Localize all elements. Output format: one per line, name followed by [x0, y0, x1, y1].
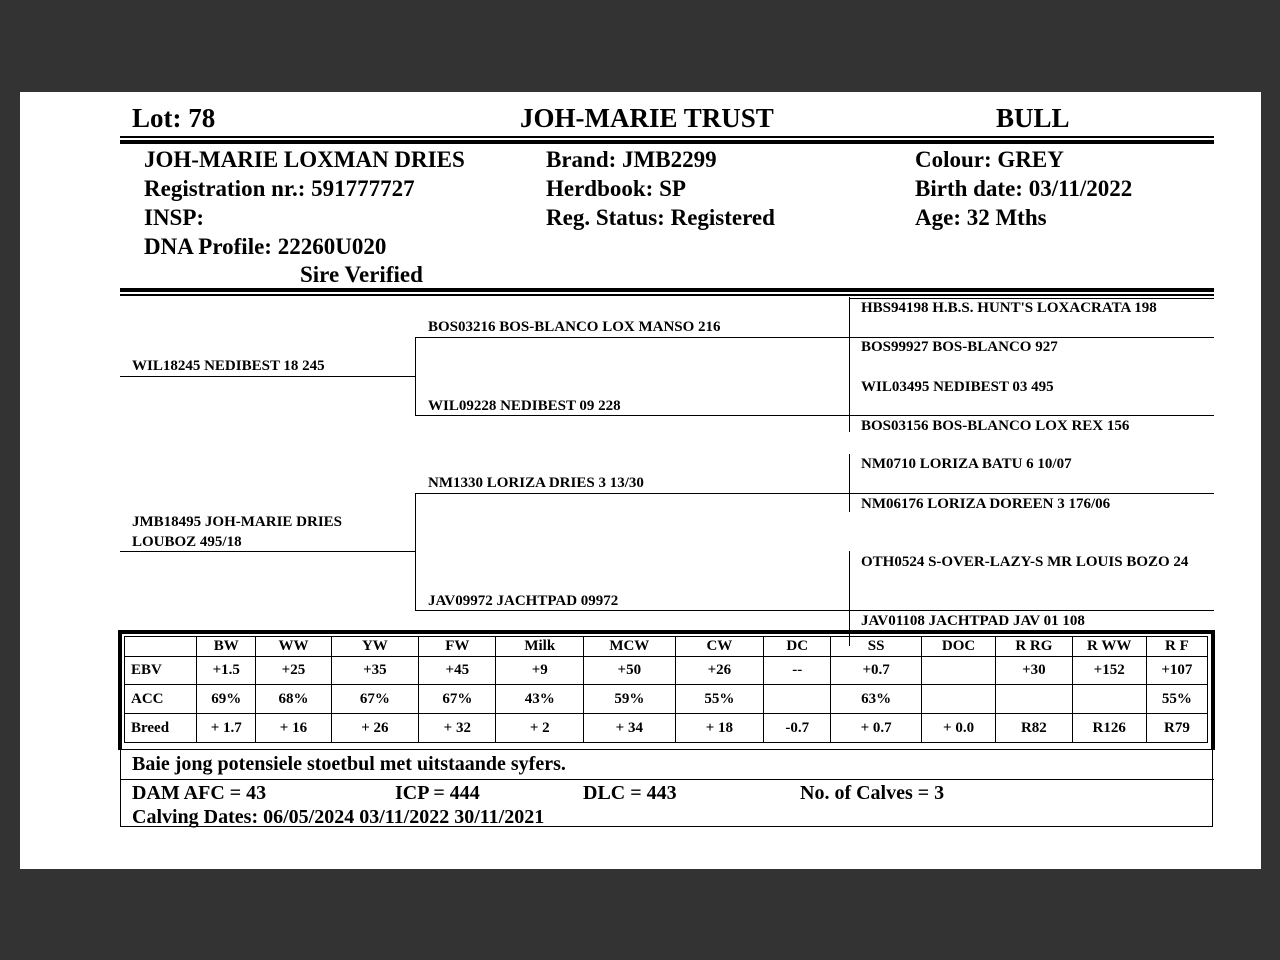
breed-cell: R79 — [1146, 714, 1207, 743]
ebv-cell: +35 — [331, 657, 419, 685]
calving-dates: Calving Dates: 06/05/2024 03/11/2022 30/11/2021 — [132, 806, 545, 828]
acc-cell: 68% — [256, 685, 331, 714]
breed-cell: -0.7 — [764, 714, 831, 743]
ebv-header-cell: MCW — [584, 637, 676, 657]
pedigree-line — [415, 337, 416, 416]
pedigree-line — [415, 493, 850, 494]
breed-cell: + 16 — [256, 714, 331, 743]
ebv-header-cell: YW — [331, 637, 419, 657]
breed-cell: + 0.0 — [921, 714, 995, 743]
pedigree-ggp-6: NM06176 LORIZA DOREEN 3 176/06 — [861, 496, 1111, 512]
pedigree-ggp-5: NM0710 LORIZA BATU 6 10/07 — [861, 456, 1072, 472]
breed-cell: + 26 — [331, 714, 419, 743]
ebv-header-cell: R RG — [996, 637, 1072, 657]
pedigree-ggp-2: BOS99927 BOS-BLANCO 927 — [861, 339, 1058, 355]
ebv-cell: +152 — [1072, 657, 1146, 685]
ebv-cell: -- — [764, 657, 831, 685]
animal-sex: BULL — [996, 103, 1070, 133]
breed-cell: + 0.7 — [831, 714, 922, 743]
ebv-table-border-left — [118, 630, 122, 750]
breed-cell: + 32 — [419, 714, 496, 743]
birth-date: Birth date: 03/11/2022 — [915, 176, 1133, 201]
insp-label: INSP: — [144, 205, 205, 230]
acc-row — [125, 685, 1208, 714]
pedigree-line — [849, 375, 850, 432]
ebv-header-cell: CW — [675, 637, 764, 657]
pedigree-dam: JMB18495 JOH-MARIE DRIES LOUBOZ 495/18 — [132, 514, 343, 550]
acc-cell — [1072, 685, 1146, 714]
colour: Colour: GREY — [915, 147, 1064, 172]
pedigree-ggp-4: BOS03156 BOS-BLANCO LOX REX 156 — [861, 418, 1130, 434]
ebv-header-cell: R WW — [1072, 637, 1146, 657]
header-rule-top — [120, 136, 1214, 138]
herdbook: Herdbook: SP — [546, 176, 686, 201]
ebv-cell: +30 — [996, 657, 1072, 685]
acc-row-label: ACC — [125, 685, 197, 714]
pedigree-ggp-8: JAV01108 JACHTPAD JAV 01 108 — [861, 613, 1085, 629]
breed-cell: + 18 — [675, 714, 764, 743]
ebv-cell: +50 — [584, 657, 676, 685]
ebv-header-cell: FW — [419, 637, 496, 657]
pedigree-sire-sire: BOS03216 BOS-BLANCO LOX MANSO 216 — [428, 319, 721, 335]
pedigree-ggp-3: WIL03495 NEDIBEST 03 495 — [861, 379, 1054, 395]
brand: Brand: JMB2299 — [546, 147, 717, 172]
ebv-row — [125, 657, 1208, 685]
ebv-header-cell: Milk — [496, 637, 584, 657]
acc-cell: 69% — [197, 685, 256, 714]
animal-name: JOH-MARIE LOXMAN DRIES — [144, 147, 465, 172]
ebv-header-cell: R F — [1146, 637, 1207, 657]
ebv-row-label: EBV — [125, 657, 197, 685]
pedigree-line — [849, 297, 850, 379]
ebv-cell: +45 — [419, 657, 496, 685]
pedigree-ggp-7: OTH0524 S-OVER-LAZY-S MR LOUIS BOZO 24 — [861, 554, 1189, 570]
ebv-cell — [921, 657, 995, 685]
ebv-cell: +25 — [256, 657, 331, 685]
number-of-calves: No. of Calves = 3 — [800, 782, 945, 804]
catalogue-sheet — [20, 92, 1261, 869]
breed-row-label: Breed — [125, 714, 197, 743]
ebv-table — [124, 636, 1208, 743]
ebv-header-cell: DC — [764, 637, 831, 657]
pedigree-line — [415, 337, 850, 338]
remarks-divider — [120, 779, 1214, 780]
ebv-header-cell: WW — [256, 637, 331, 657]
pedigree-line — [849, 454, 850, 512]
acc-cell — [764, 685, 831, 714]
acc-cell: 43% — [496, 685, 584, 714]
pedigree-sire: WIL18245 NEDIBEST 18 245 — [132, 358, 325, 374]
lot-number: Lot: 78 — [132, 103, 216, 133]
sire-verified: Sire Verified — [300, 262, 423, 287]
dam-afc: DAM AFC = 43 — [132, 782, 267, 804]
pedigree-line — [415, 493, 416, 610]
info-rule-thin — [120, 294, 1214, 296]
acc-cell — [921, 685, 995, 714]
pedigree-ggp-1: HBS94198 H.B.S. HUNT'S LOXACRATA 198 — [861, 300, 1157, 316]
ebv-table-border-top — [118, 630, 1215, 634]
breed-cell: + 1.7 — [197, 714, 256, 743]
breeder-name: JOH-MARIE TRUST — [520, 103, 774, 133]
pedigree-sire-dam: WIL09228 NEDIBEST 09 228 — [428, 398, 621, 414]
acc-cell: 67% — [419, 685, 496, 714]
breed-cell: + 34 — [584, 714, 676, 743]
age: Age: 32 Mths — [915, 205, 1047, 230]
ebv-cell: +107 — [1146, 657, 1207, 685]
pedigree-line — [120, 376, 416, 377]
header-rule-bottom — [120, 140, 1214, 144]
dlc: DLC = 443 — [583, 782, 677, 804]
breed-row — [125, 714, 1208, 743]
ebv-header-cell: BW — [197, 637, 256, 657]
registration-number: Registration nr.: 591777727 — [144, 176, 415, 201]
ebv-cell: +0.7 — [831, 657, 922, 685]
info-rule-thick — [120, 288, 1214, 292]
acc-cell: 63% — [831, 685, 922, 714]
ebv-cell: +9 — [496, 657, 584, 685]
ebv-header-row — [125, 637, 1208, 657]
acc-cell — [996, 685, 1072, 714]
ebv-header-cell: SS — [831, 637, 922, 657]
icp: ICP = 444 — [395, 782, 480, 804]
acc-cell: 55% — [675, 685, 764, 714]
breed-cell: R82 — [996, 714, 1072, 743]
pedigree-dam-dam: JAV09972 JACHTPAD 09972 — [428, 593, 619, 609]
breed-cell: + 2 — [496, 714, 584, 743]
acc-cell: 67% — [331, 685, 419, 714]
ebv-header-cell: DOC — [921, 637, 995, 657]
dna-profile: DNA Profile: 22260U020 — [144, 234, 387, 259]
pedigree-dam-sire: NM1330 LORIZA DRIES 3 13/30 — [428, 475, 644, 491]
acc-cell: 55% — [1146, 685, 1207, 714]
ebv-header-cell — [125, 637, 197, 657]
ebv-cell: +1.5 — [197, 657, 256, 685]
remarks-text: Baie jong potensiele stoetbul met uitstaande syfers. — [132, 753, 566, 775]
ebv-table-border-right — [1211, 630, 1215, 750]
acc-cell: 59% — [584, 685, 676, 714]
breed-cell: R126 — [1072, 714, 1146, 743]
reg-status: Reg. Status: Registered — [546, 205, 775, 230]
ebv-cell: +26 — [675, 657, 764, 685]
